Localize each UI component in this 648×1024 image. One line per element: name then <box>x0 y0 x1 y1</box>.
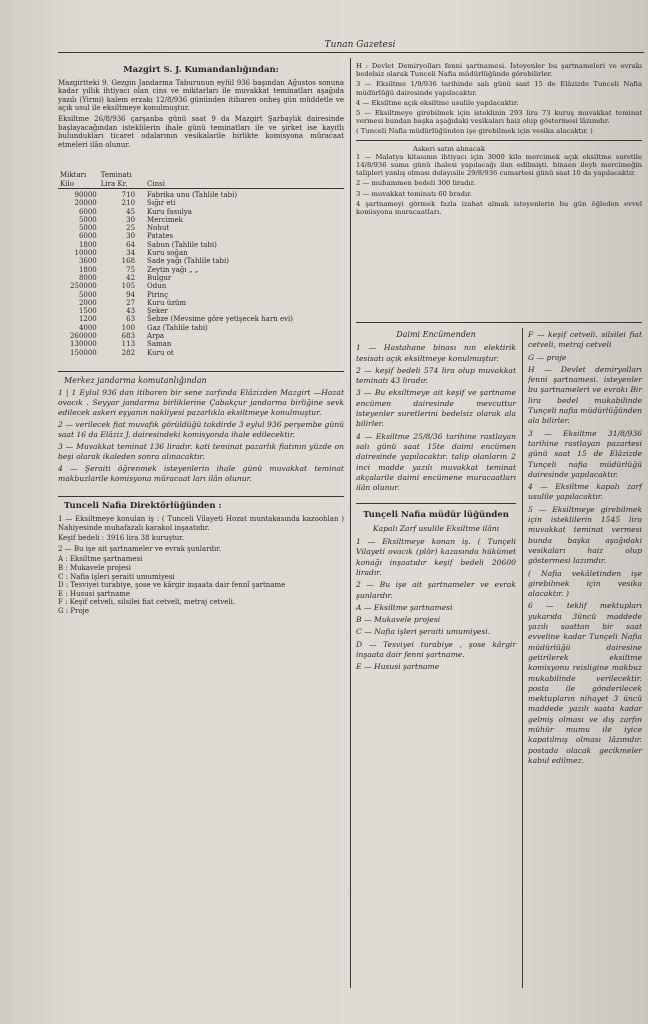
table-cell-cins: Pirinç <box>147 290 169 299</box>
paragraph: 3 — muvakkat teminatı 60 bradır. <box>356 189 472 198</box>
table-cell-cins: Şeker <box>147 307 168 316</box>
table-cell-cins: Kuru ot <box>147 348 174 357</box>
supply-table <box>58 171 344 357</box>
table-row <box>58 266 344 274</box>
paragraph: 1 — Malatya kitasının ihtiyacı için 3000 kilo mercimek açık eksiltme suretile 14/8/936 suma günü ihalesi yapılacağı ilan edilmişti. binaen ileyh mercimeğin talipleri yanlış olması dolayısile 29/8/936 cumartesi günü saat 10 da yapılacaktır. <box>356 152 642 178</box>
paragraph: 2 — Bu işe ait şartnameler ve evrak şunlardır. <box>58 544 222 553</box>
paragraph: 3 — Bu eksiltmeye ait keşif ve şartname encümen dairesinde mevcuttur isteyenler suretlerini bedelsiz olarak ala bilirler. <box>356 388 516 429</box>
table-cell-lira: 75 <box>126 265 136 274</box>
table-cell-lira: 34 <box>126 249 136 258</box>
right-column-top <box>356 62 642 218</box>
table-cell-kilo: 5000 <box>78 290 97 299</box>
table-cell-lira: 282 <box>121 348 136 357</box>
table-cell-lira: 43 <box>126 307 136 316</box>
header-miktar: Miktarı <box>60 171 87 180</box>
table-cell-lira: 42 <box>126 273 136 282</box>
paragraph: 2 — Bu işe ait şartnameler ve evrak şunlardır. <box>356 580 516 600</box>
list-item: G : Proje <box>58 607 89 615</box>
table-cell-cins: Kuru soğan <box>147 249 188 258</box>
list-item: A : Eksiltme şartnamesi <box>58 555 143 564</box>
table-row <box>58 282 344 290</box>
table-cell-kilo: 5000 <box>78 215 97 224</box>
right-column-b <box>528 330 642 768</box>
paragraph: 4 şartnameyi görmek fazla izahat almak isteyenlerin bu gün öğleden evvel komisyona muracaatları. <box>356 199 642 217</box>
table-cell-cins: Fabrika unu (Tahlile tabi) <box>147 190 238 199</box>
paragraph: ( Nafia vekâletinden işe girebilmek için vesika alacaktır. ) <box>528 568 642 599</box>
paragraph: 2 — muhammen bedeli 300 liradır. <box>356 179 476 188</box>
list-item: B — Mukavele projesi <box>356 615 441 625</box>
list-item: A — Eksiltme şartnamesi <box>356 602 453 612</box>
paragraph: 1 | 1 Eylul 936 dan itibaren bir sene zarfında Elâzizden Mazgirt —Hozat ovacık . Seyyar jandarma birliklerine Çabakçur jandarma birliğine sevk edilecek askeri eşyanın nakliyesi pazarlıkla eksiltmeye konulmuştur. <box>58 388 344 418</box>
paragraph: 4 — Eksiltme kapalı zarf usulile yapılacaktır. <box>528 482 642 502</box>
table-cell-cins: Saman <box>147 340 172 349</box>
paragraph: 2 — verilecek fiat muvafık görüldüğü takdirde 3 eylul 936 perşembe günü saat 16 da Elâziz J. dairesindeki komisyonda ihale edilecektir. <box>58 420 344 440</box>
table-cell-lira: 25 <box>126 224 136 233</box>
table-cell-kilo: 250000 <box>70 282 97 291</box>
paragraph: 1 — Hastahane binası nın elektirik tesisatı açık eksiltmeye konulmuştur. <box>356 343 516 363</box>
table-cell-lira: 64 <box>126 240 136 249</box>
table-cell-kilo: 2000 <box>78 298 97 307</box>
table-cell-lira: 113 <box>121 340 136 349</box>
table-cell-cins: Nohut <box>147 224 170 233</box>
table-cell-cins: Sabun (Tahlile tabi) <box>147 240 217 249</box>
header-cinsi: Cinsi <box>147 179 165 188</box>
table-row <box>58 315 344 323</box>
column-divider <box>350 58 351 988</box>
header-lirakr: Lira Kr. <box>100 179 128 188</box>
table-cell-kilo: 8000 <box>78 273 97 282</box>
table-row <box>58 340 344 348</box>
table-cell-lira: 30 <box>126 232 136 241</box>
section-subtitle: Kapalı Zarf usulile Eksiltme ilânı <box>372 523 500 533</box>
section-title-tunceli: Tunceli Nafia Direktörlüğünden : <box>64 501 222 512</box>
table-cell-cins: Odun <box>147 282 167 291</box>
table-cell-lira: 210 <box>121 199 136 208</box>
list-item: D : Tesviyei turabiye, şose ve kârgir inşaata dair fennî şartname <box>58 581 286 590</box>
table-row <box>58 299 344 307</box>
table-cell-cins: Bulgur <box>147 273 172 282</box>
table-cell-kilo: 130000 <box>70 340 97 349</box>
table-row <box>58 291 344 299</box>
table-row <box>58 191 344 199</box>
paragraph: Mazgirtteki 9. Gezgin Jandarma Taburunun eylül 936 başından Ağustos sonuna kadar yıllık ihtiyacı olan cins ve miktarları ile muvakkat teminatları aşağıda yazılı (Yirmi) kalem erzakı 12/8/936 gününden itibaren onbeş gün müddetle ve açık usul ile eksiltmeye konulmuştur. <box>58 78 344 113</box>
paragraph: 2 — keşif bedeli 574 lira olup muvakkat teminatı 43 liradır. <box>356 365 516 386</box>
table-cell-kilo: 6000 <box>78 232 97 241</box>
table-cell-cins: Sığır eti <box>147 199 176 208</box>
paragraph: Keşif bedeli : 3916 lira 38 kuruştur. <box>58 534 185 543</box>
paragraph: F — keşif cetveli. silsilei fiat cetveli, metraj cetveli <box>528 330 642 350</box>
paragraph: H — Devlet demiryolları fenni şartnamesi. isteyenler bu şartnameleri ve evrakı Bir lira bedel mukabilinde Tunçeli nafia müdürlüğünden ala bilirler. <box>528 364 642 426</box>
list-item: E : Hususi şartname <box>58 589 131 598</box>
paragraph: 3 — Muvakkat teminat 136 liradır. kati teminat pazarlık fiatının yüzde on beşi olarak ikaleden sonra alınacaktır. <box>58 442 344 462</box>
table-cell-cins: Mercimek <box>147 215 183 224</box>
table-cell-cins: Arpa <box>147 331 165 340</box>
page-header: Tunan Gazetesi <box>324 40 396 50</box>
section-title-daimi: Daimi Encümenden <box>396 330 476 339</box>
paragraph: 6 — teklif mektupları yukarıda 3üncü maddede yazılı saattan bir saat evveline kadar Tunçeli Nafia müdürlüğü dairesine getirilerek eksiltme komisyonu reisligine makbuz mukabilinde verilecektir. posta ile gönderilecek mektupların nihayet 3 üncü maddede yazılı saata kadar gelmiş olması ve dış zarfın mühür mumu ile iyice kapatılmış olması lâzımdır. postada olacak gecikmeler kabul edilmez. <box>528 601 642 765</box>
paragraph: 3 — Eksiltme 1/9/936 tarihinde salı günü saat 15 de Elâzizde Tunceli Nafia müdürlüğü dairesinde yapılacaktır. <box>356 80 642 97</box>
header-teminat: Teminatı <box>100 171 132 180</box>
table-cell-cins: Kuru fasulya <box>147 207 192 216</box>
paragraph: 1 — Eksiltmeye konulan iş : ( Tunceli Vilayeti Hozat muntakasında kazoohlan ) Nahiyesinde muhafazalı karakol inşaatıdır. <box>58 515 344 532</box>
table-cell-cins: Patates <box>147 232 174 241</box>
table-row <box>58 232 344 240</box>
table-cell-lira: 45 <box>126 207 136 216</box>
table-cell-lira: 63 <box>126 315 136 324</box>
paragraph: 4 — Şeraiti öğrenmek isteyenlerin ihale günü muvakkat teminat makbuzlarile komisyona müracaat ları ilân olunur. <box>58 464 344 484</box>
table-cell-kilo: 260000 <box>70 331 97 340</box>
table-header <box>58 171 344 188</box>
table-cell-kilo: 20000 <box>74 199 97 208</box>
table-cell-kilo: 6000 <box>78 207 97 216</box>
table-cell-cins: Gaz (Tahlile tabi) <box>147 323 208 332</box>
table-cell-kilo: 150000 <box>70 348 97 357</box>
list <box>58 555 344 615</box>
section-title-merkez: Merkez jandarma komutanlığından <box>64 375 207 385</box>
table-cell-lira: 168 <box>121 257 136 266</box>
list-item: C : Nafia işleri şeraiti umumiyesi <box>58 572 175 581</box>
table-row <box>58 307 344 315</box>
section-title-mazgirt: Mazgirt S. J. Kumandanlığından: <box>123 65 279 75</box>
table-cell-kilo: 5000 <box>78 224 97 233</box>
paragraph: Eksiltme 26/8/936 çarşanba günü saat 9 da Mazgirt Şarbaylık dairesinde başlayacağından isteklilerin ihale günü teminatları ile ve şirket ise kayıtlı bulundukları ticaret odalarının vesikalarile birlikte komisyona müracaat etmeleri ilân olunur. <box>58 114 344 149</box>
table-row <box>58 274 344 282</box>
table-cell-kilo: 90000 <box>74 190 97 199</box>
table-cell-kilo: 1800 <box>78 265 97 274</box>
table-row <box>58 332 344 340</box>
table-row <box>58 224 344 232</box>
paragraph: 4 — Eksiltme 25/8/36 tarihine rastlayan salı günü saat 15te daimi encümen dairesinde yapılacaktır. talip olanların 2 inci madde yazılı muvakkat teminat akçalarile daimi encümene muracaatları ilân olunur. <box>356 431 516 493</box>
table-row <box>58 199 344 207</box>
list-item: D — Tesviyei turabiye , şose kârgir inşaata dair fenni şartname. <box>356 639 516 660</box>
paragraph: ( Tunceli Nafia müdürlüğünden işe girebilmek için vesika alacaktır. ) <box>356 127 593 136</box>
table-row <box>58 324 344 332</box>
list-item: C — Nafia işleri şeraiti umumiyesi. <box>356 627 491 637</box>
right-column-a <box>356 330 516 675</box>
table-cell-cins: Zeytin yağı „ „ <box>147 265 199 274</box>
table-row <box>58 257 344 265</box>
table-row <box>58 349 344 357</box>
table-cell-kilo: 3600 <box>78 257 97 266</box>
paragraph: 5 — Eksiltmeye girebilmek için isteklinin 293 lira 73 kuruş muvakkat teminat vermesi bundan başka aşağıdaki vesikaları haiz olup göstermesi lâzımdır. <box>356 109 642 126</box>
table-row <box>58 208 344 216</box>
table-cell-kilo: 4000 <box>78 323 97 332</box>
section-title-tunceli-nafia: Tunçeli Nafia müdür lüğünden <box>363 510 509 521</box>
table-cell-kilo: 1500 <box>78 307 97 316</box>
table-cell-lira: 105 <box>121 282 136 291</box>
table-cell-lira: 94 <box>126 290 136 299</box>
table-row <box>58 241 344 249</box>
paragraph: G — proje <box>528 352 567 362</box>
table-cell-kilo: 1200 <box>78 315 97 324</box>
table-cell-kilo: 10000 <box>74 249 97 258</box>
table-cell-cins: Kuru üzüm <box>147 298 187 307</box>
list-item: B : Mukavele projesi <box>58 564 131 573</box>
table-body <box>58 191 344 357</box>
paragraph: 4 — Eksiltme açık eksiltme usulile yapılacaktır. <box>356 98 519 107</box>
header-kilo: Kilo <box>60 179 74 188</box>
table-row <box>58 216 344 224</box>
table-cell-lira: 30 <box>126 215 136 224</box>
list-item: E — Hususi şartname <box>356 662 440 672</box>
list <box>356 603 516 673</box>
table-cell-cins: Sade yağı (Tahlile tabi) <box>147 257 229 266</box>
column-divider-right <box>522 328 523 988</box>
table-cell-lira: 100 <box>121 323 136 332</box>
table-cell-lira: 710 <box>121 190 136 199</box>
table-cell-lira: 27 <box>126 298 136 307</box>
table-row <box>58 249 344 257</box>
paragraph: H : Devlet Demiryolları fenni şartnamesi. İsteyenler bu şartnameleri ve evrakı bedelsiz olarak Tunceli Nafia müdürlüğünde görebilirler. <box>356 62 642 79</box>
table-cell-lira: 683 <box>121 331 136 340</box>
header-rule <box>58 52 644 53</box>
paragraph: 1 — Eksiltmeye konan iş. ( Tunçeli Vilayeti ovacık (plör) kazasında hükümet konağı inşaatıdır keşif bedeli 20600 liradır. <box>356 537 516 577</box>
table-cell-kilo: 1800 <box>78 240 97 249</box>
paragraph: 3 — Eksiltme 31/8/936 tarihine rastlayan pazartesi günü saat 15 de Elâzizde Tunçeli nafia müdürlüğü dairesinde yapılacaktır. <box>528 428 642 479</box>
paragraph: 5 — Eksiltmeye girebilmek için isteklilerin 1545 lira muvakkat teminat vermesi bunda başka aşağıdaki vesikaları haiz olup göstermesi lazımdır. <box>528 504 642 566</box>
section-title-askeri: Askeri satın alınacak <box>413 144 485 153</box>
list-item: F : Keşif cetveli, silsilei fiat cetveli, metraj cetveli. <box>58 598 236 607</box>
table-cell-cins: Sebze (Mevsime göre yetişecek harn evi) <box>147 315 294 324</box>
